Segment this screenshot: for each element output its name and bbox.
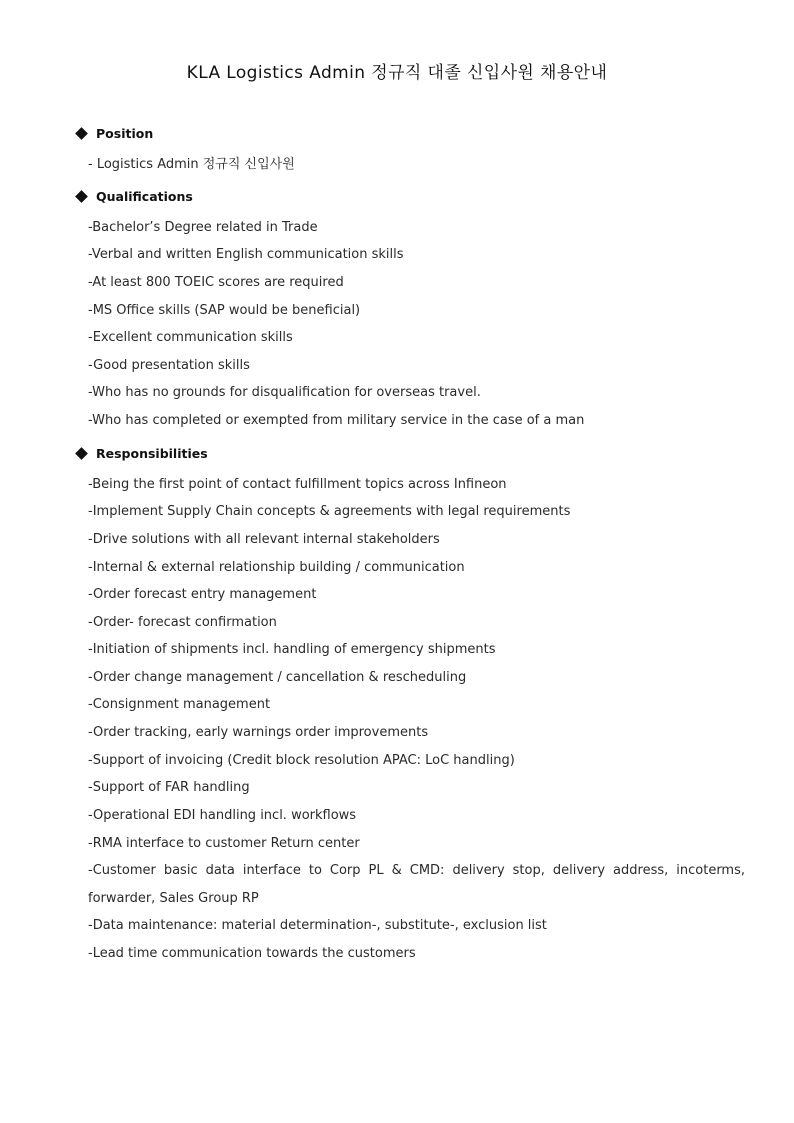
qualification-item: -Excellent communication skills (88, 330, 293, 345)
section-heading-label: Position (96, 125, 154, 141)
qualification-item: -Who has no grounds for disqualification for overseas travel. (88, 385, 481, 400)
responsibility-item: -Order tracking, early warnings order improvements (88, 725, 429, 740)
position-item: - Logistics Admin 정규직 신입사원 (88, 157, 295, 172)
responsibility-item: -Initiation of shipments incl. handling of emergency shipments (88, 642, 496, 657)
responsibility-item: -Consignment management (88, 697, 271, 712)
responsibility-item: -Internal & external relationship building / communication (88, 560, 465, 575)
qualification-item: -MS Office skills (SAP would be beneficial) (88, 303, 361, 318)
section-heading-position (75, 122, 153, 144)
section-heading-responsibilities (75, 442, 208, 464)
responsibility-item: -Order forecast entry management (88, 587, 317, 602)
responsibility-item: -Lead time communication towards the customers (88, 946, 416, 961)
qualification-item: -Who has completed or exempted from military service in the case of a man (88, 413, 585, 428)
responsibility-item: -RMA interface to customer Return center (88, 836, 360, 851)
responsibility-item: -Order change management / cancellation & rescheduling (88, 670, 467, 685)
diamond-bullet-icon (75, 447, 88, 460)
responsibility-item: -Being the first point of contact fulfillment topics across Infineon (88, 477, 507, 492)
qualification-item: -Verbal and written English communication skills (88, 247, 404, 262)
section-heading-label: Qualifications (96, 188, 193, 204)
responsibility-item: -Support of invoicing (Credit block resolution APAC: LoC handling) (88, 753, 515, 768)
responsibility-item: -Customer basic data interface to Corp PL & CMD: delivery stop, delivery address, incoterms, forwarder, Sales Group RP (88, 863, 745, 906)
responsibility-item: -Operational EDI handling incl. workflows (88, 808, 357, 823)
responsibility-item: -Order- forecast confirmation (88, 615, 277, 630)
qualification-item: -Good presentation skills (88, 358, 250, 373)
diamond-bullet-icon (75, 127, 88, 140)
responsibility-item: -Drive solutions with all relevant internal stakeholders (88, 532, 440, 547)
qualification-item: -Bachelor’s Degree related in Trade (88, 220, 318, 235)
section-heading-qualifications (75, 185, 193, 207)
page-title: KLA Logistics Admin 정규직 대졸 신입사원 채용안내 (186, 63, 608, 83)
responsibility-item: -Implement Supply Chain concepts & agreements with legal requirements (88, 504, 571, 519)
diamond-bullet-icon (75, 190, 88, 203)
qualification-item: -At least 800 TOEIC scores are required (88, 275, 344, 290)
section-heading-label: Responsibilities (96, 445, 208, 461)
responsibility-item: -Data maintenance: material determination-, substitute-, exclusion list (88, 918, 547, 933)
responsibility-item: -Support of FAR handling (88, 780, 250, 795)
